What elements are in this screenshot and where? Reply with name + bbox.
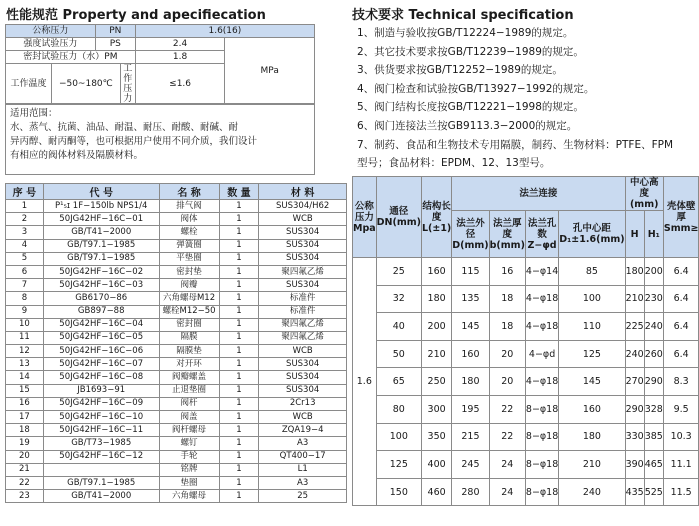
dn-cell: 32 <box>376 285 421 313</box>
length-cell: 250 <box>421 368 451 396</box>
part-no: 10 <box>6 318 44 331</box>
wall-cell: 8.3 <box>663 368 699 396</box>
h-length: 结构长度L(±1) <box>421 177 451 258</box>
part-code: P¹₅ɪ 1F−150lb NPS1/4 <box>43 200 159 213</box>
part-name: 隔膜 <box>159 331 219 344</box>
press-label: 工作压力 <box>120 64 135 105</box>
outer-cell: 215 <box>452 423 489 451</box>
temp-label: 工作温度 <box>6 64 52 105</box>
part-material: WCB <box>259 411 347 424</box>
part-qty: 1 <box>219 318 259 331</box>
part-name: 六角螺母 <box>159 490 219 503</box>
part-code: 50JG42HF−16C−12 <box>43 450 159 463</box>
h-cell: 225 <box>625 313 644 341</box>
part-qty: 1 <box>219 292 259 305</box>
part-name: 阀杆 <box>159 397 219 410</box>
part-qty: 1 <box>219 490 259 503</box>
pcd-cell: 160 <box>559 395 625 423</box>
part-name: 螺栓M12−50 <box>159 305 219 318</box>
dn-cell: 80 <box>376 395 421 423</box>
spec-item: 6、阀门连接法兰按GB9113.3−2000的规定。 <box>357 119 578 132</box>
part-qty: 1 <box>219 424 259 437</box>
thick-cell: 20 <box>489 368 525 396</box>
part-no: 2 <box>6 213 44 226</box>
part-name: 密封圈 <box>159 318 219 331</box>
parts-row <box>6 305 347 318</box>
part-no: 19 <box>6 437 44 450</box>
part-qty: 1 <box>219 345 259 358</box>
part-qty: 1 <box>219 305 259 318</box>
wall-cell: 6.4 <box>663 340 699 368</box>
pcd-cell: 180 <box>559 423 625 451</box>
part-material: 2Cr13 <box>259 397 347 410</box>
h1-cell: 200 <box>644 258 663 286</box>
part-name: 止退垫圈 <box>159 384 219 397</box>
part-no: 4 <box>6 239 44 252</box>
part-name: 阀体 <box>159 213 219 226</box>
part-no: 22 <box>6 476 44 489</box>
part-qty: 1 <box>219 397 259 410</box>
part-code: GB/T73−1985 <box>43 437 159 450</box>
h-holes: 法兰孔数Z−φd <box>525 211 558 258</box>
parts-row <box>6 411 347 424</box>
h1-cell: 465 <box>644 451 663 479</box>
h-outer: 法兰外径D(mm) <box>452 211 489 258</box>
spec-item: 2、其它技术要求按GB/T12239−1989的规定。 <box>357 45 584 58</box>
parts-row <box>6 239 347 252</box>
part-material: A3 <box>259 437 347 450</box>
part-material: SUS304 <box>259 279 347 292</box>
part-name: 铭牌 <box>159 463 219 476</box>
dn-cell: 65 <box>376 368 421 396</box>
part-material: SUS304 <box>259 239 347 252</box>
parts-row <box>6 371 347 384</box>
h-flange: 法兰连接 <box>452 177 625 211</box>
col-qty: 数 量 <box>219 184 259 200</box>
pcd-cell: 100 <box>559 285 625 313</box>
parts-row <box>6 292 347 305</box>
spec-item: 4、阀门检查和试验按GB/T13927−1992的规定。 <box>357 82 595 95</box>
outer-cell: 195 <box>452 395 489 423</box>
part-material: L1 <box>259 463 347 476</box>
part-code: 50JG42HF−16C−03 <box>43 279 159 292</box>
temp-value: −50~180℃ <box>51 64 120 105</box>
thick-cell: 22 <box>489 395 525 423</box>
part-name: 密封垫 <box>159 265 219 278</box>
part-no: 9 <box>6 305 44 318</box>
part-no: 6 <box>6 265 44 278</box>
dn-cell: 50 <box>376 340 421 368</box>
parts-row <box>6 345 347 358</box>
thick-cell: 18 <box>489 313 525 341</box>
thick-cell: 22 <box>489 423 525 451</box>
h-cell: 435 <box>625 478 644 506</box>
part-qty: 1 <box>219 252 259 265</box>
length-cell: 200 <box>421 313 451 341</box>
h-cell: 390 <box>625 451 644 479</box>
parts-row <box>6 437 347 450</box>
part-code: 50JG42HF−16C−07 <box>43 358 159 371</box>
col-code: 代 号 <box>43 184 159 200</box>
holes-cell: 8−φ18 <box>525 423 558 451</box>
ps-value: 2.4 <box>135 38 225 51</box>
outer-cell: 135 <box>452 285 489 313</box>
part-no: 3 <box>6 226 44 239</box>
part-no: 1 <box>6 200 44 213</box>
part-name: 对开环 <box>159 358 219 371</box>
part-no: 20 <box>6 450 44 463</box>
part-code: 50JG42HF−16C−06 <box>43 345 159 358</box>
parts-table <box>5 183 347 503</box>
dimension-row <box>353 395 699 423</box>
spec-item: 7、制药、食品和生物技术专用隔膜，制药、生物材料：PTFE、FPM <box>357 138 674 151</box>
h1-cell: 525 <box>644 478 663 506</box>
part-qty: 1 <box>219 371 259 384</box>
ps-code: PS <box>95 38 135 51</box>
pcd-cell: 125 <box>559 340 625 368</box>
tech-title: 技术要求 Technical specification <box>352 8 574 23</box>
thick-cell: 16 <box>489 258 525 286</box>
part-material: WCB <box>259 345 347 358</box>
parts-row <box>6 476 347 489</box>
dimension-row <box>353 478 699 506</box>
part-material: 聚四氟乙烯 <box>259 331 347 344</box>
h-thick: 法兰厚度b(mm) <box>489 211 525 258</box>
part-no: 5 <box>6 252 44 265</box>
part-no: 21 <box>6 463 44 476</box>
h1-cell: 290 <box>644 368 663 396</box>
ps-label: 强度试验压力 <box>6 38 96 51</box>
parts-row <box>6 384 347 397</box>
part-qty: 1 <box>219 437 259 450</box>
pcd-cell: 210 <box>559 451 625 479</box>
part-no: 15 <box>6 384 44 397</box>
spec-item: 3、供货要求按GB/T12252−1989的规定。 <box>357 64 563 77</box>
h-cell: 290 <box>625 395 644 423</box>
part-name: 六角螺母M12 <box>159 292 219 305</box>
part-no: 18 <box>6 424 44 437</box>
h-cell: 270 <box>625 368 644 396</box>
part-qty: 1 <box>219 384 259 397</box>
parts-row <box>6 397 347 410</box>
part-name: 螺钉 <box>159 437 219 450</box>
part-no: 13 <box>6 358 44 371</box>
part-qty: 1 <box>219 476 259 489</box>
wall-cell: 11.5 <box>663 478 699 506</box>
part-code: 50JG42HF−16C−11 <box>43 424 159 437</box>
holes-cell: 4−φ18 <box>525 368 558 396</box>
pn-code: PN <box>95 25 135 38</box>
pcd-cell: 85 <box>559 258 625 286</box>
parts-row <box>6 200 347 213</box>
parts-row <box>6 490 347 503</box>
length-cell: 210 <box>421 340 451 368</box>
part-material: SUS304 <box>259 252 347 265</box>
part-material: SUS304 <box>259 384 347 397</box>
part-material: SUS304 <box>259 226 347 239</box>
h-wall: 壳体壁厚Smm≥ <box>663 177 699 258</box>
thick-cell: 24 <box>489 478 525 506</box>
h1-cell: 260 <box>644 340 663 368</box>
dn-cell: 100 <box>376 423 421 451</box>
h-cell: 210 <box>625 285 644 313</box>
part-name: 排气阀 <box>159 200 219 213</box>
col-no: 序 号 <box>6 184 44 200</box>
h-pcd: 孔中心距D₁±1.6(mm) <box>559 211 625 258</box>
part-code: GB/T97.1−1985 <box>43 252 159 265</box>
part-code: GB/T97.1−1985 <box>43 239 159 252</box>
outer-cell: 245 <box>452 451 489 479</box>
part-material: 标准件 <box>259 292 347 305</box>
part-code: 50JG42HF−16C−01 <box>43 213 159 226</box>
length-cell: 300 <box>421 395 451 423</box>
part-material: ZQA19−4 <box>259 424 347 437</box>
parts-row <box>6 252 347 265</box>
part-no: 11 <box>6 331 44 344</box>
length-cell: 180 <box>421 285 451 313</box>
part-qty: 1 <box>219 213 259 226</box>
length-cell: 460 <box>421 478 451 506</box>
part-code: 50JG42HF−16C−05 <box>43 331 159 344</box>
parts-row <box>6 450 347 463</box>
parts-row <box>6 463 347 476</box>
pcd-cell: 145 <box>559 368 625 396</box>
dimension-row <box>353 313 699 341</box>
dimension-row <box>353 423 699 451</box>
part-qty: 1 <box>219 450 259 463</box>
part-material: 25 <box>259 490 347 503</box>
part-no: 16 <box>6 397 44 410</box>
part-code: JB1693−91 <box>43 384 159 397</box>
holes-cell: 4−φd <box>525 340 558 368</box>
part-material: SUS304/H62 <box>259 200 347 213</box>
pn-label: 公称压力 <box>6 25 96 38</box>
outer-cell: 115 <box>452 258 489 286</box>
part-material: 聚四氟乙烯 <box>259 265 347 278</box>
h-H1: H₁ <box>644 211 663 258</box>
holes-cell: 8−φ18 <box>525 395 558 423</box>
outer-cell: 180 <box>452 368 489 396</box>
part-code: GB/T41−2000 <box>43 226 159 239</box>
part-name: 阀瓣螺盖 <box>159 371 219 384</box>
usage-line: 水、蒸气、抗菌、油品、耐温、耐压、耐酸、耐碱、耐 <box>10 122 239 133</box>
h-pressure: 公称压力Mpa <box>353 177 377 258</box>
part-material: SUS304 <box>259 358 347 371</box>
holes-cell: 8−φ18 <box>525 451 558 479</box>
parts-row <box>6 358 347 371</box>
part-material: 标准件 <box>259 305 347 318</box>
parts-row <box>6 331 347 344</box>
length-cell: 350 <box>421 423 451 451</box>
wall-cell: 6.4 <box>663 285 699 313</box>
part-name: 隔膜垫 <box>159 345 219 358</box>
dn-cell: 25 <box>376 258 421 286</box>
part-name: 手轮 <box>159 450 219 463</box>
dimension-row <box>353 368 699 396</box>
usage-line: 有相应的阀体材料及隔膜材料。 <box>10 150 144 161</box>
part-qty: 1 <box>219 411 259 424</box>
part-code: 50JG42HF−16C−04 <box>43 318 159 331</box>
part-code: GB/T41−2000 <box>43 490 159 503</box>
part-name: 阀盖 <box>159 411 219 424</box>
outer-cell: 160 <box>452 340 489 368</box>
part-qty: 1 <box>219 463 259 476</box>
part-name: 阀杆螺母 <box>159 424 219 437</box>
h-height: 中心高度(mm) <box>625 177 663 211</box>
col-name: 名 称 <box>159 184 219 200</box>
part-code: GB6170−86 <box>43 292 159 305</box>
holes-cell: 4−φ18 <box>525 285 558 313</box>
part-name: 弹簧圈 <box>159 239 219 252</box>
parts-row <box>6 226 347 239</box>
holes-cell: 4−φ18 <box>525 313 558 341</box>
part-qty: 1 <box>219 226 259 239</box>
pn-value: 1.6(16) <box>135 25 314 38</box>
wall-cell: 6.4 <box>663 258 699 286</box>
part-qty: 1 <box>219 331 259 344</box>
property-title: 性能规范 Property and apecifiecation <box>6 8 266 23</box>
part-code <box>43 463 159 476</box>
part-name: 螺栓 <box>159 226 219 239</box>
thick-cell: 20 <box>489 340 525 368</box>
h1-cell: 230 <box>644 285 663 313</box>
parts-row <box>6 279 347 292</box>
parts-row <box>6 424 347 437</box>
h1-cell: 328 <box>644 395 663 423</box>
col-material: 材 料 <box>259 184 347 200</box>
h-cell: 240 <box>625 340 644 368</box>
part-qty: 1 <box>219 358 259 371</box>
parts-row <box>6 318 347 331</box>
holes-cell: 4−φ14 <box>525 258 558 286</box>
part-material: QT400−17 <box>259 450 347 463</box>
pm-value: 1.8 <box>135 51 225 64</box>
part-material: SUS304 <box>259 371 347 384</box>
dimension-row <box>353 451 699 479</box>
usage-line: 异丙醇、耐丙酮等，也可根据用户使用不同介质，我们设计 <box>10 136 258 147</box>
length-cell: 160 <box>421 258 451 286</box>
press-value: ≤1.6 <box>135 64 225 105</box>
part-code: GB/T97.1−1985 <box>43 476 159 489</box>
dimension-row <box>353 340 699 368</box>
h-cell: 180 <box>625 258 644 286</box>
length-cell: 400 <box>421 451 451 479</box>
part-name: 垫圈 <box>159 476 219 489</box>
thick-cell: 18 <box>489 285 525 313</box>
h-dn: 通径DN(mm) <box>376 177 421 258</box>
wall-cell: 10.3 <box>663 423 699 451</box>
dn-cell: 125 <box>376 451 421 479</box>
spec-item: 型号；食品材料：EPDM、12、13型号。 <box>357 157 551 170</box>
part-material: 聚四氟乙烯 <box>259 318 347 331</box>
part-code: GB897−88 <box>43 305 159 318</box>
dn-cell: 150 <box>376 478 421 506</box>
part-no: 8 <box>6 292 44 305</box>
pressure-cell: 1.6 <box>353 258 377 506</box>
h1-cell: 385 <box>644 423 663 451</box>
part-code: 50JG42HF−16C−02 <box>43 265 159 278</box>
h-cell: 330 <box>625 423 644 451</box>
pcd-cell: 110 <box>559 313 625 341</box>
part-qty: 1 <box>219 265 259 278</box>
thick-cell: 24 <box>489 451 525 479</box>
holes-cell: 8−φ18 <box>525 478 558 506</box>
spec-item: 5、阀门结构长度按GB/T12221−1998的规定。 <box>357 101 584 114</box>
outer-cell: 145 <box>452 313 489 341</box>
dimension-row <box>353 258 699 286</box>
outer-cell: 280 <box>452 478 489 506</box>
usage-title: 适用范围： <box>10 108 58 119</box>
usage-box <box>5 103 315 175</box>
spec-item: 1、制造与验收按GB/T12224−1989的规定。 <box>357 27 574 39</box>
part-code: 50JG42HF−16C−10 <box>43 411 159 424</box>
part-qty: 1 <box>219 239 259 252</box>
h1-cell: 240 <box>644 313 663 341</box>
pcd-cell: 240 <box>559 478 625 506</box>
h-H: H <box>625 211 644 258</box>
part-material: A3 <box>259 476 347 489</box>
spec-list <box>357 24 673 173</box>
dimension-row <box>353 285 699 313</box>
wall-cell: 6.4 <box>663 313 699 341</box>
part-qty: 1 <box>219 200 259 213</box>
part-no: 23 <box>6 490 44 503</box>
part-no: 12 <box>6 345 44 358</box>
part-material: WCB <box>259 213 347 226</box>
wall-cell: 11.1 <box>663 451 699 479</box>
part-qty: 1 <box>219 279 259 292</box>
parts-row <box>6 213 347 226</box>
parts-row <box>6 265 347 278</box>
part-no: 17 <box>6 411 44 424</box>
part-no: 14 <box>6 371 44 384</box>
part-no: 7 <box>6 279 44 292</box>
wall-cell: 9.5 <box>663 395 699 423</box>
part-name: 平垫圈 <box>159 252 219 265</box>
dimension-table <box>352 176 699 506</box>
dn-cell: 40 <box>376 313 421 341</box>
pm-label: 密封试验压力（水）PM <box>6 51 136 64</box>
part-code: 50JG42HF−16C−08 <box>43 371 159 384</box>
part-code: 50JG42HF−16C−09 <box>43 397 159 410</box>
part-name: 阀瓣 <box>159 279 219 292</box>
property-table <box>5 24 315 105</box>
unit-cell: MPa <box>225 38 315 105</box>
